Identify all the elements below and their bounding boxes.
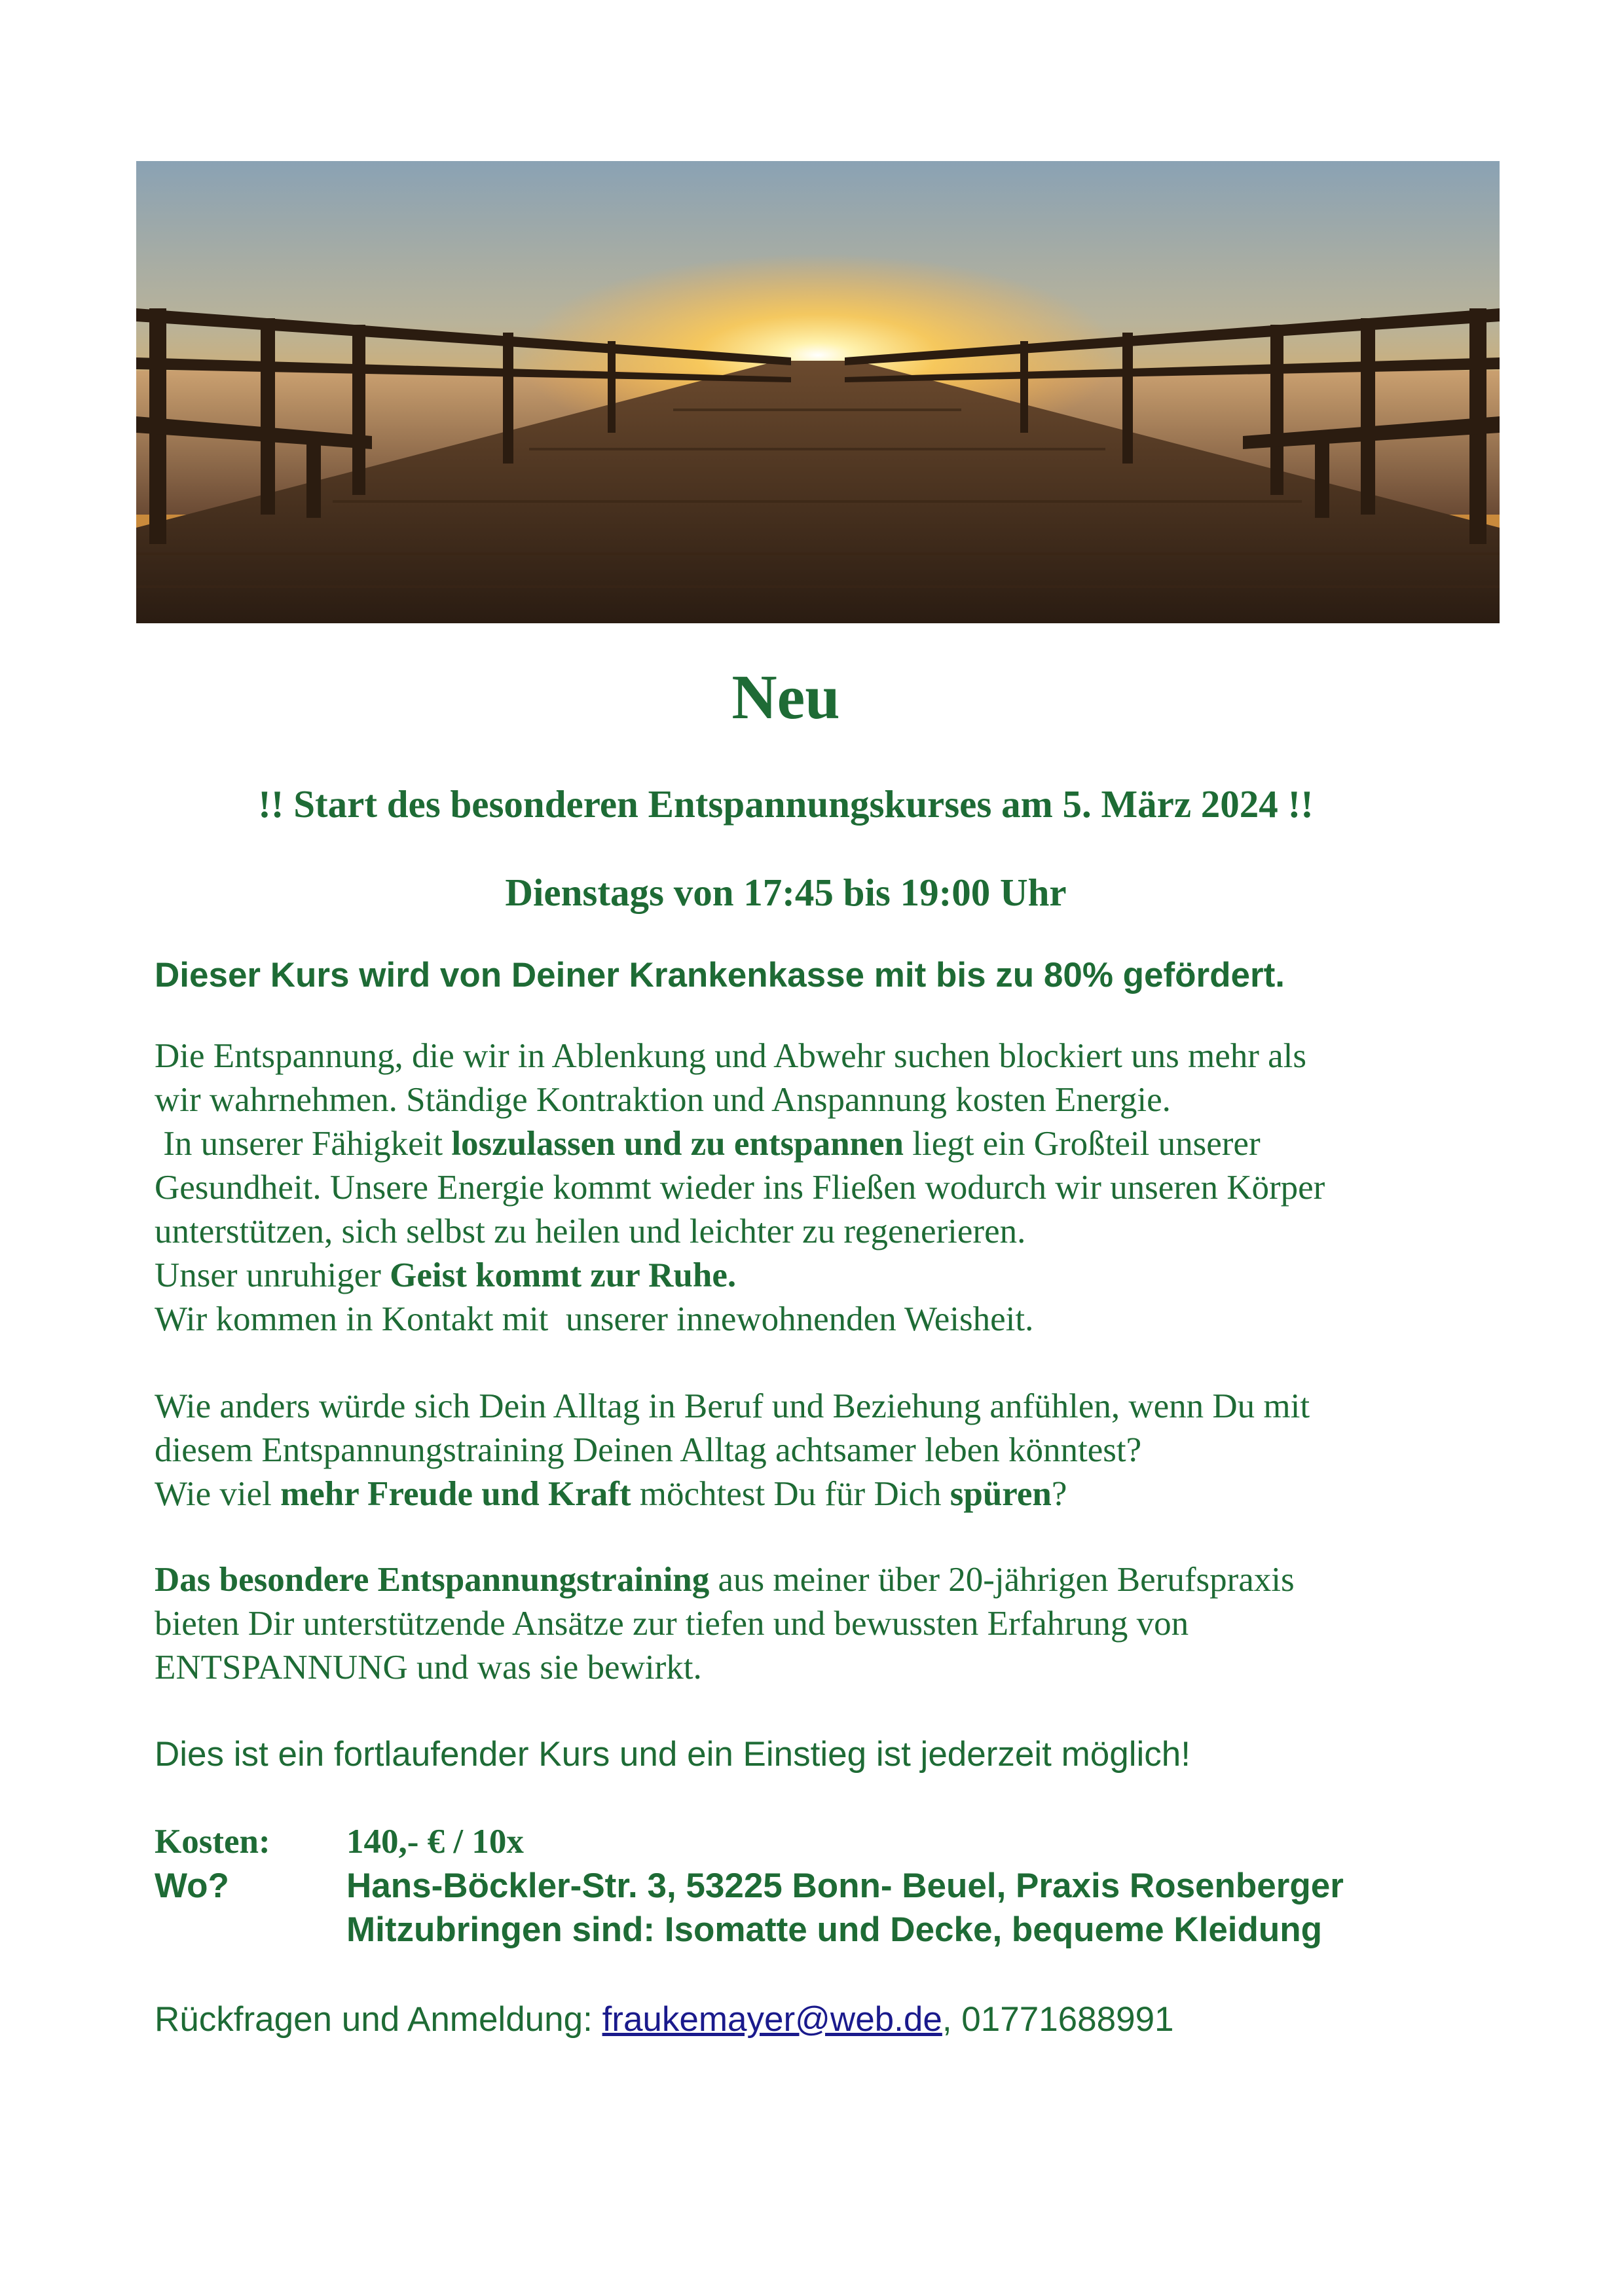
question-paragraph (155, 1385, 1562, 1516)
emphasis-text: loszulassen und zu entspannen (451, 1125, 904, 1163)
page-title: Neu (731, 662, 840, 732)
emphasis-text: mehr Freude und Kraft (280, 1475, 631, 1513)
insurance-funding-note: Dieser Kurs wird von Deiner Krankenkasse mit bis zu 80% gefördert. (155, 956, 1285, 994)
cost-value: 140,- € / 10x (346, 1823, 524, 1861)
course-start-headline: !! Start des besonderen Entspannungskurses am 5. März 2024 !! (258, 782, 1314, 826)
intro-line: Die Entspannung, die wir in Ablenkung und Abwehr suchen blockiert uns mehr als (155, 1037, 1306, 1075)
continuous-course-note: Dies ist ein fortlaufender Kurs und ein Einstieg ist jederzeit möglich! (155, 1735, 1190, 1774)
sunset-pier-photo (136, 161, 1500, 623)
intro-paragraph (155, 1034, 1562, 1341)
course-details (155, 1820, 1562, 1952)
bring-items-value: Mitzubringen sind: Isomatte und Decke, bequeme Kleidung (346, 1910, 1323, 1949)
training-line: Das besondere Entspannungstraining aus meiner über 20-jährigen Berufspraxis (155, 1561, 1295, 1599)
question-line: Wie anders würde sich Dein Alltag in Beruf und Beziehung anfühlen, wenn Du mit (155, 1387, 1310, 1425)
emphasis-text: Geist kommt zur Ruhe. (390, 1256, 737, 1294)
intro-line: unterstützen, sich selbst zu heilen und leichter zu regenerieren. (155, 1212, 1026, 1250)
cost-label: Kosten: (155, 1823, 270, 1861)
phone-number: , 01771688991 (942, 2000, 1174, 2039)
location-value: Hans-Böckler-Str. 3, 53225 Bonn- Beuel, Praxis Rosenberger (346, 1867, 1344, 1905)
question-line: diesem Entspannungstraining Deinen Alltag achtsamer leben könntest? (155, 1431, 1142, 1469)
training-paragraph (155, 1558, 1562, 1690)
contact-label: Rückfragen und Anmeldung: (155, 2000, 602, 2039)
course-schedule: Dienstags von 17:45 bis 19:00 Uhr (505, 871, 1067, 914)
intro-line: wir wahrnehmen. Ständige Kontraktion und Anspannung kosten Energie. (155, 1081, 1171, 1119)
intro-line: Wir kommen in Kontakt mit unserer innewohnenden Weisheit. (155, 1300, 1034, 1338)
intro-line: Unser unruhiger Geist kommt zur Ruhe. (155, 1256, 737, 1294)
emphasis-text: spüren (950, 1475, 1052, 1513)
intro-line: In unserer Fähigkeit loszulassen und zu entspannen liegt ein Großteil unserer (155, 1125, 1261, 1163)
training-line: ENTSPANNUNG und was sie bewirkt. (155, 1649, 702, 1686)
email-link[interactable]: fraukemayer@web.de (602, 2000, 942, 2039)
location-label: Wo? (155, 1867, 229, 1905)
training-line: bieten Dir unterstützende Ansätze zur tiefen und bewussten Erfahrung von (155, 1605, 1189, 1643)
question-line: Wie viel mehr Freude und Kraft möchtest Du für Dich spüren? (155, 1475, 1067, 1513)
contact-line (155, 1997, 1562, 2043)
intro-line: Gesundheit. Unsere Energie kommt wieder ins Fließen wodurch wir unseren Körper (155, 1169, 1325, 1207)
emphasis-text: Das besondere Entspannungstraining (155, 1561, 710, 1599)
